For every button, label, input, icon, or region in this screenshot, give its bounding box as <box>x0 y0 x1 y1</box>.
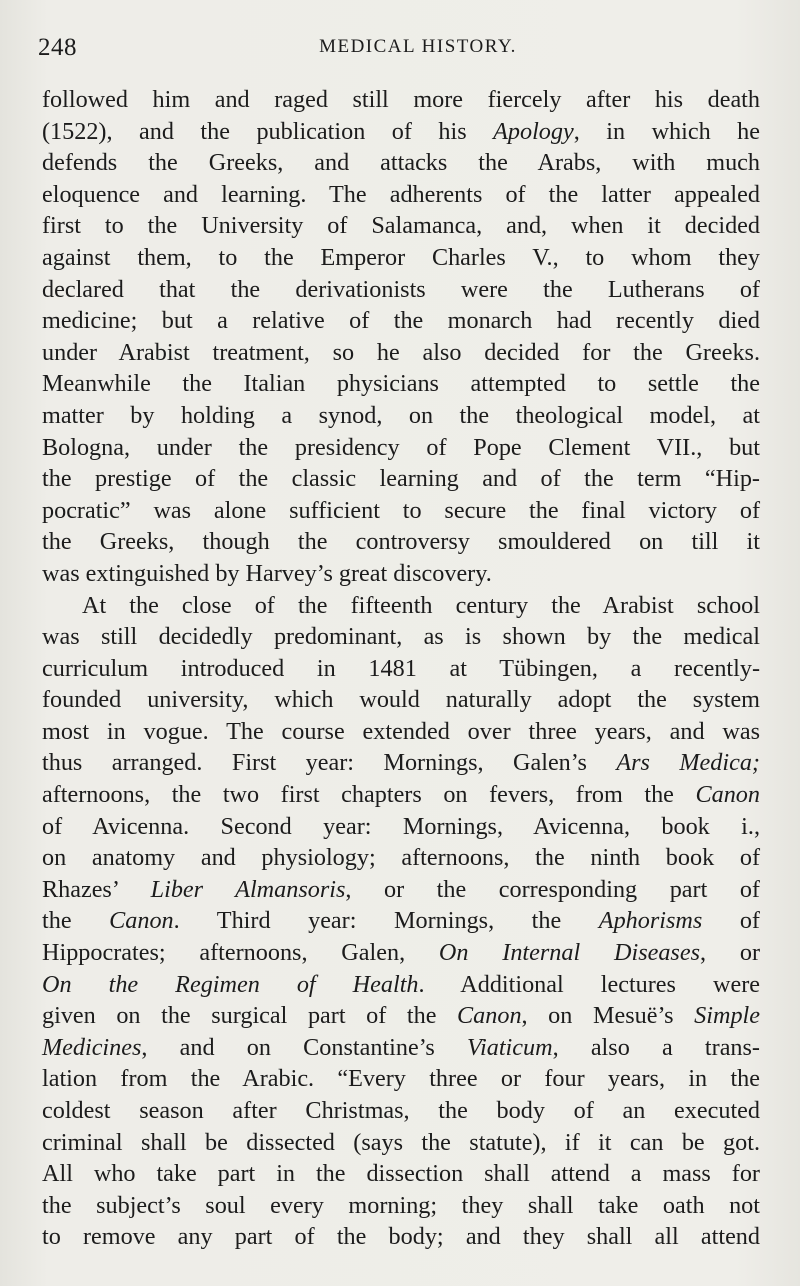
text-line: given on the surgical part of the Canon, on Mesuë’s Simple <box>42 1002 761 1030</box>
text-line: pocratic” was alone sufficient to secure the final victory of <box>42 496 760 524</box>
text-line: against them, to the Emperor Charles V., to whom they <box>42 243 760 271</box>
text-line: most in vogue. The course extended over three years, and was <box>42 717 760 745</box>
text-line: followed him and raged still more fiercely after his death <box>42 86 760 113</box>
body-text <box>42 84 760 1253</box>
text-line: On the Regimen of Health. Additional lectures were <box>42 970 760 998</box>
text-line: under Arabist treatment, so he also decided for the Greeks. <box>42 338 760 366</box>
text-line: At the close of the fifteenth century the Arabist school <box>82 591 760 619</box>
text-line: defends the Greeks, and attacks the Arabs, with much <box>42 149 760 177</box>
text-line: was still decidedly predominant, as is shown by the medical <box>42 623 760 651</box>
text-line: on anatomy and physiology; afternoons, the ninth book of <box>42 844 760 872</box>
page-header <box>36 30 760 66</box>
text-line: the Canon. Third year: Mornings, the Aphorisms of <box>42 907 760 935</box>
text-line: (1522), and the publication of his Apology, in which he <box>42 117 760 145</box>
text-line: lation from the Arabic. “Every three or four years, in the <box>42 1065 760 1093</box>
text-line: matter by holding a synod, on the theological model, at <box>42 401 760 429</box>
text-line: eloquence and learning. The adherents of the latter appealed <box>42 180 760 208</box>
text-line: declared that the derivationists were the Lutherans of <box>42 275 760 303</box>
text-line: the prestige of the classic learning and of the term “Hip- <box>42 465 760 493</box>
text-line: was extinguished by Harvey’s great discovery. <box>42 559 492 587</box>
text-line: criminal shall be dissected (says the statute), if it can be got. <box>42 1128 760 1156</box>
text-line: Rhazes’ Liber Almansoris, or the corresponding part of <box>42 875 760 903</box>
text-line: first to the University of Salamanca, and, when it decided <box>42 212 760 240</box>
text-line: Hippocrates; afternoons, Galen, On Internal Diseases, or <box>42 939 760 967</box>
text-line: founded university, which would naturally adopt the system <box>42 686 760 714</box>
text-line: All who take part in the dissection shall attend a mass for <box>42 1160 760 1188</box>
text-line: thus arranged. First year: Mornings, Galen’s Ars Medica; <box>42 749 760 777</box>
text-line: Meanwhile the Italian physicians attempted to settle the <box>42 370 760 398</box>
text-line: curriculum introduced in 1481 at Tübingen, a recently- <box>42 654 760 682</box>
page-number: 248 <box>38 34 77 61</box>
running-head: MEDICAL HISTORY. <box>319 36 517 57</box>
text-line: the Greeks, though the controversy smouldered on till it <box>42 528 760 556</box>
text-line: Medicines, and on Constantine’s Viaticum, also a trans- <box>42 1033 760 1061</box>
text-line: afternoons, the two first chapters on fevers, from the Canon <box>42 781 760 809</box>
text-line: the subject’s soul every morning; they shall take oath not <box>42 1191 760 1219</box>
text-line: medicine; but a relative of the monarch had recently died <box>42 307 760 335</box>
text-line: coldest season after Christmas, the body of an executed <box>42 1097 760 1124</box>
text-line: of Avicenna. Second year: Mornings, Avicenna, book i., <box>42 812 760 840</box>
text-line: to remove any part of the body; and they shall all attend <box>42 1223 760 1251</box>
text-line: Bologna, under the presidency of Pope Clement VII., but <box>42 433 760 461</box>
